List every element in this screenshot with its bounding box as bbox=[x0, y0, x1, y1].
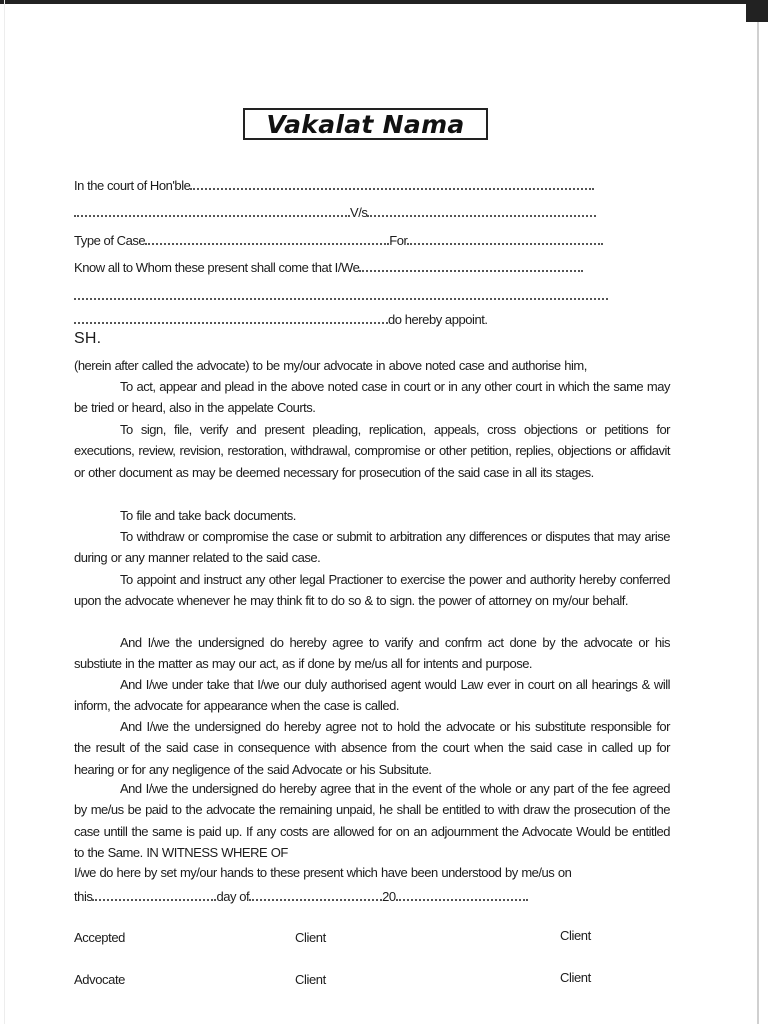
client-name-blank[interactable] bbox=[359, 258, 583, 272]
scan-left-edge bbox=[4, 0, 5, 1024]
client-label-1: Client bbox=[295, 930, 326, 945]
versus-line bbox=[74, 203, 596, 221]
paragraph-appoint-practitioner: To appoint and instruct any other legal Practioner to exercise the power and authority hereby conferred upon the advocate whenever he may think fit to do so & to sign. the power of attorney on my/our behalf. bbox=[74, 572, 670, 609]
scan-top-border bbox=[0, 0, 746, 4]
for-label: For bbox=[389, 233, 408, 248]
court-line bbox=[74, 176, 594, 194]
accepted-label: Accepted bbox=[74, 930, 126, 945]
know-all-line bbox=[74, 258, 583, 276]
versus-label: V/s bbox=[350, 205, 368, 220]
client-label-2: Client bbox=[560, 928, 591, 943]
case-type-line bbox=[74, 231, 603, 249]
case-type-blank[interactable] bbox=[145, 231, 389, 245]
document-title-box bbox=[243, 108, 488, 140]
paragraph-undertake: And I/we under take that I/we our duly authorised agent would Law ever in court on all hearings & will inform, the advocate for appearance when the case is called. bbox=[74, 677, 670, 714]
paragraph-advocate-intro: (herein after called the advocate) to be my/our advocate in above noted case and authorise him, bbox=[74, 358, 587, 373]
paragraph-verify-confirm: And I/we the undersigned do hereby agree to varify and confrm act done by the advocate or his substiute in the matter as may our act, as if done by me/us all for intents and purpose. bbox=[74, 635, 670, 672]
appoint-line bbox=[74, 310, 488, 328]
day-of-label: day of bbox=[216, 889, 250, 904]
for-blank[interactable] bbox=[407, 231, 603, 245]
year-blank[interactable] bbox=[396, 887, 528, 901]
document-title: Vakalat Nama bbox=[266, 109, 465, 139]
know-all-label: Know all to Whom these present shall come that I/We bbox=[74, 260, 360, 275]
paragraph-sign-file: To sign, file, verify and present pleading, replication, appeals, cross objections or petitions for executions, review, revision, restoration, withdrawal, compromise or other petition, replies, objections or affidavit or other document as may be deemed necessary for prosecution of the said case in all its stages. bbox=[74, 422, 670, 480]
court-blank[interactable] bbox=[190, 176, 594, 190]
client-name-continued-line bbox=[74, 286, 608, 304]
this-label: this bbox=[74, 889, 93, 904]
case-type-label: Type of Case bbox=[74, 233, 146, 248]
paragraph-not-responsible: And I/we the undersigned do hereby agree not to hold the advocate or his substitute responsible for the result of the said case in consequence with absence from the court when the said case in called up for hearing or for any negligence of the said Advocate or his Subsitute. bbox=[74, 719, 670, 777]
scan-corner-mark bbox=[746, 0, 768, 22]
respondent-blank[interactable] bbox=[367, 203, 596, 217]
scan-right-edge bbox=[757, 22, 759, 1024]
date-line bbox=[74, 887, 528, 905]
day-blank[interactable] bbox=[92, 887, 216, 901]
appoint-label: do hereby appoint. bbox=[388, 312, 488, 327]
client-label-3: Client bbox=[295, 972, 326, 987]
client-name-blank-2[interactable] bbox=[74, 286, 608, 300]
paragraph-withdraw: To withdraw or compromise the case or submit to arbitration any differences or disputes that may arise during or any manner related to the said case. bbox=[74, 529, 670, 566]
client-label-4: Client bbox=[560, 970, 591, 985]
year-prefix-label: 20 bbox=[382, 889, 396, 904]
court-label: In the court of Hon'ble bbox=[74, 178, 191, 193]
sh-label: SH. bbox=[74, 330, 102, 347]
paragraph-fee-agreement: And I/we the undersigned do hereby agree that in the event of the whole or any part of the fee agreed by me/us be paid to the advocate the remaining unpaid, he shall be entitled to with draw the prosecution of the case untill the same is paid up. If any costs are allowed for on an adjournment the Advocate Would be entitled to the Same. IN WITNESS WHERE OF bbox=[74, 781, 670, 861]
month-blank[interactable] bbox=[249, 887, 382, 901]
paragraph-act-appear: To act, appear and plead in the above noted case in court or in any other court in which the same may be tried or heard, also in the appelate Courts. bbox=[74, 379, 670, 416]
advocate-label: Advocate bbox=[74, 972, 126, 987]
advocate-name-blank[interactable] bbox=[74, 310, 388, 324]
petitioner-blank[interactable] bbox=[74, 203, 350, 217]
paragraph-witness: I/we do here by set my/our hands to these present which have been understood by me/us on bbox=[74, 865, 572, 880]
paragraph-file-documents: To file and take back documents. bbox=[120, 508, 296, 523]
